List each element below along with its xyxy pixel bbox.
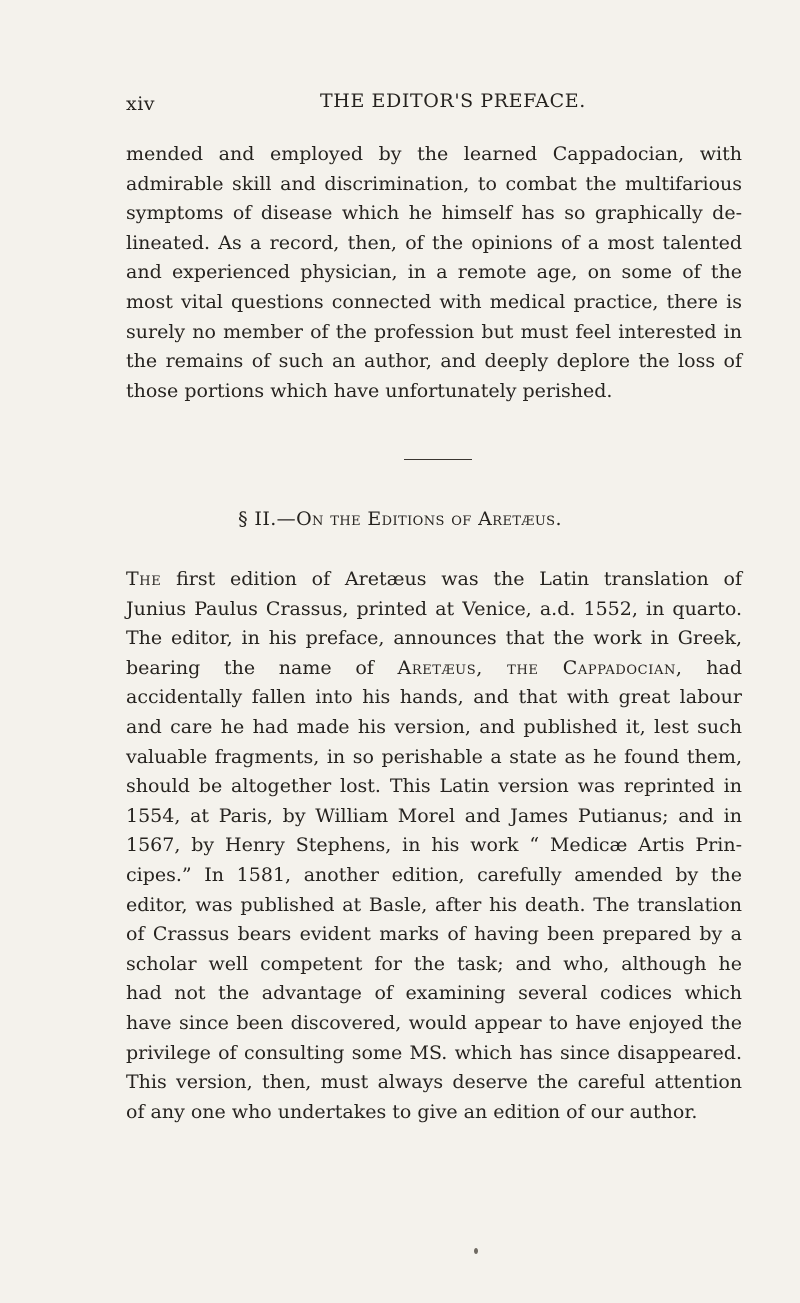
running-title: THE EDITOR'S PREFACE. [320, 90, 586, 112]
lead-word: The [126, 568, 162, 590]
text-line: The editor, in his preface, announces that the work in Greek, [126, 627, 742, 650]
section-heading [0, 508, 800, 530]
page-number: xiv [126, 93, 156, 115]
text-line: bearing the name of Aretæus, the Cappadocian, had [126, 656, 742, 679]
paragraph-editions [126, 565, 742, 1127]
text-line: accidentally fallen into his hands, and that with great labour [126, 686, 742, 709]
text-line: lineated. As a record, then, of the opinions of a most talented [126, 231, 742, 254]
text-line: valuable fragments, in so perishable a state as he found them, [126, 745, 742, 768]
text-line: 1567, by Henry Stephens, in his work “ Medicæ Artis Prin- [126, 834, 742, 857]
text-line: the remains of such an author, and deeply deplore the loss of [126, 350, 742, 373]
text-line: mended and employed by the learned Cappadocian, with [126, 143, 742, 165]
text-line: and experienced physician, in a remote age, on some of the [126, 261, 742, 284]
text-line: those portions which have unfortunately perished. [126, 379, 613, 402]
text-line: have since been discovered, would appear to have enjoyed the [126, 1011, 742, 1034]
text-line: of any one who undertakes to give an edition of our author. [126, 1100, 698, 1123]
text-line: had not the advantage of examining several codices which [126, 982, 742, 1005]
ink-spot [474, 1248, 478, 1254]
section-divider-rule [404, 459, 472, 460]
section-number: § II. [238, 508, 277, 530]
text-line: should be altogether lost. This Latin version was reprinted in [126, 775, 742, 798]
section-dash: — [276, 508, 297, 530]
text-line: admirable skill and discrimination, to combat the multifarious [126, 172, 742, 195]
text-line: editor, was published at Basle, after his death. The translation [126, 893, 742, 916]
text-line: This version, then, must always deserve the careful attention [126, 1071, 742, 1094]
text-line: most vital questions connected with medical practice, there is [126, 290, 742, 313]
running-head [0, 88, 800, 118]
text-line: scholar well competent for the task; and who, although he [126, 952, 742, 975]
paragraph-continuation [126, 140, 742, 406]
text-line: surely no member of the profession but must feel interested in [126, 320, 742, 343]
text-line: and care he had made his version, and published it, lest such [126, 715, 742, 738]
text-line: symptoms of disease which he himself has so graphically de- [126, 202, 742, 225]
text-line: cipes.” In 1581, another edition, carefully amended by the [126, 863, 742, 886]
section-title: On the Editions of Aretæus. [296, 508, 562, 530]
text-line: 1554, at Paris, by William Morel and James Putianus; and in [126, 804, 742, 827]
small-caps-name: Aretæus, the Cappadocian, [397, 656, 683, 679]
text-line: The first edition of Aretæus was the Latin translation of [126, 568, 742, 590]
text-line: Junius Paulus Crassus, printed at Venice, a.d. 1552, in quarto. [126, 597, 742, 620]
text-line: of Crassus bears evident marks of having been prepared by a [126, 923, 742, 946]
text-line: privilege of consulting some MS. which has since disappeared. [126, 1041, 742, 1064]
